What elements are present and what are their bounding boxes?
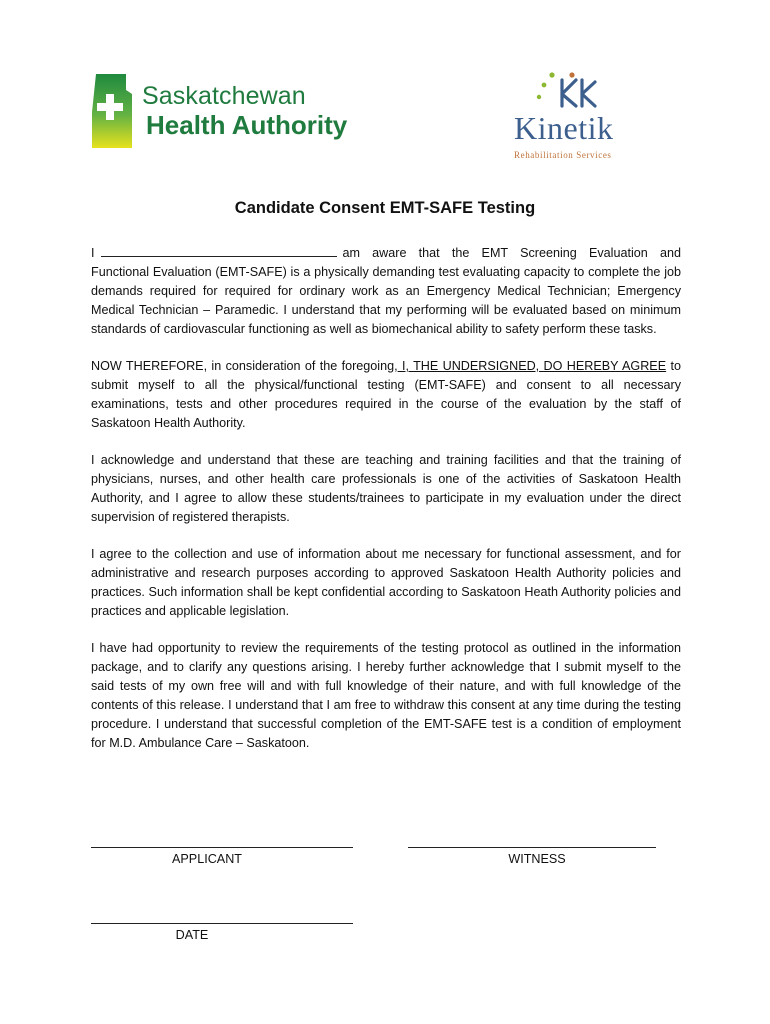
paragraph-information: I agree to the collection and use of information about me necessary for functional assessment, and for administrative and research purposes according to approved Saskatoon Health Authority policies and practices. Such information shall be kept confidential according to Saskatoon Heath Authority policies and practices and applicable legislation. bbox=[91, 547, 681, 618]
sha-logo bbox=[86, 72, 356, 150]
kinetik-kk-icon bbox=[532, 70, 602, 110]
date-label: DATE bbox=[175, 928, 209, 942]
consent-body bbox=[91, 244, 681, 771]
kinetik-logo-name: Kinetik bbox=[514, 110, 614, 146]
kinetik-logo-tagline: Rehabilitation Services bbox=[514, 150, 612, 160]
document-title: Candidate Consent EMT-SAFE Testing bbox=[234, 199, 536, 217]
paragraph-awareness-rest: am aware that the EMT Screening Evaluation and Functional Evaluation (EMT-SAFE) is a physically demanding test evaluating capacity to complete the job demands required for required for ordinary work as an Emergency Medical Technician; Emergency Medical Technician – Paramedic. I understand that my performing will be evaluated based on minimum standards of cardiovascular functioning as well as biomechanical ability to safety perform these tasks. bbox=[91, 246, 681, 336]
applicant-label: APPLICANT bbox=[172, 852, 242, 866]
kinetik-logo bbox=[510, 70, 640, 162]
sha-logo-line2: Health Authority bbox=[146, 110, 348, 140]
sha-logo-line1: Saskatchewan bbox=[142, 82, 306, 110]
paragraph-teaching: I acknowledge and understand that these are teaching and training facilities and that the training of physicians, nurses, and other health care professionals is one of the activities of Saskatoon Health Authority, and I agree to allow these students/trainees to participate in my evaluation under the direct supervision of registered therapists. bbox=[91, 453, 681, 524]
paragraph-agreement-underlined: I, THE UNDERSIGNED, DO HEREBY AGREE bbox=[397, 359, 667, 373]
applicant-signature-line[interactable] bbox=[91, 847, 353, 848]
paragraph-agreement-rest: to submit myself to all the physical/functional testing (EMT-SAFE) and consent to all necessary examinations, tests and other procedures required in the course of the evaluation by the staff of Saskatoon Health Authority. bbox=[91, 359, 681, 430]
date-line[interactable] bbox=[91, 923, 353, 924]
witness-signature-line[interactable] bbox=[408, 847, 656, 848]
paragraph-review: I have had opportunity to review the requirements of the testing protocol as outlined in the information package, and to clarify any questions arising. I hereby further acknowledge that I submit myself to the said tests of my own free will and with full knowledge of their nature, and with full knowledge of the contents of this release. I understand that I am free to withdraw this consent at any time during the testing procedure. I understand that successful completion of the EMT-SAFE test is a condition of employment for M.D. Ambulance Care – Saskatoon. bbox=[91, 641, 681, 750]
paragraph-awareness bbox=[91, 244, 681, 339]
witness-label: WITNESS bbox=[508, 852, 566, 866]
sha-province-cross-icon bbox=[86, 72, 132, 150]
candidate-name-blank[interactable] bbox=[101, 244, 337, 257]
paragraph-awareness-start: I bbox=[91, 246, 95, 260]
paragraph-agreement-start: NOW THEREFORE, in consideration of the foregoing, bbox=[91, 359, 398, 373]
paragraph-agreement bbox=[91, 357, 681, 433]
